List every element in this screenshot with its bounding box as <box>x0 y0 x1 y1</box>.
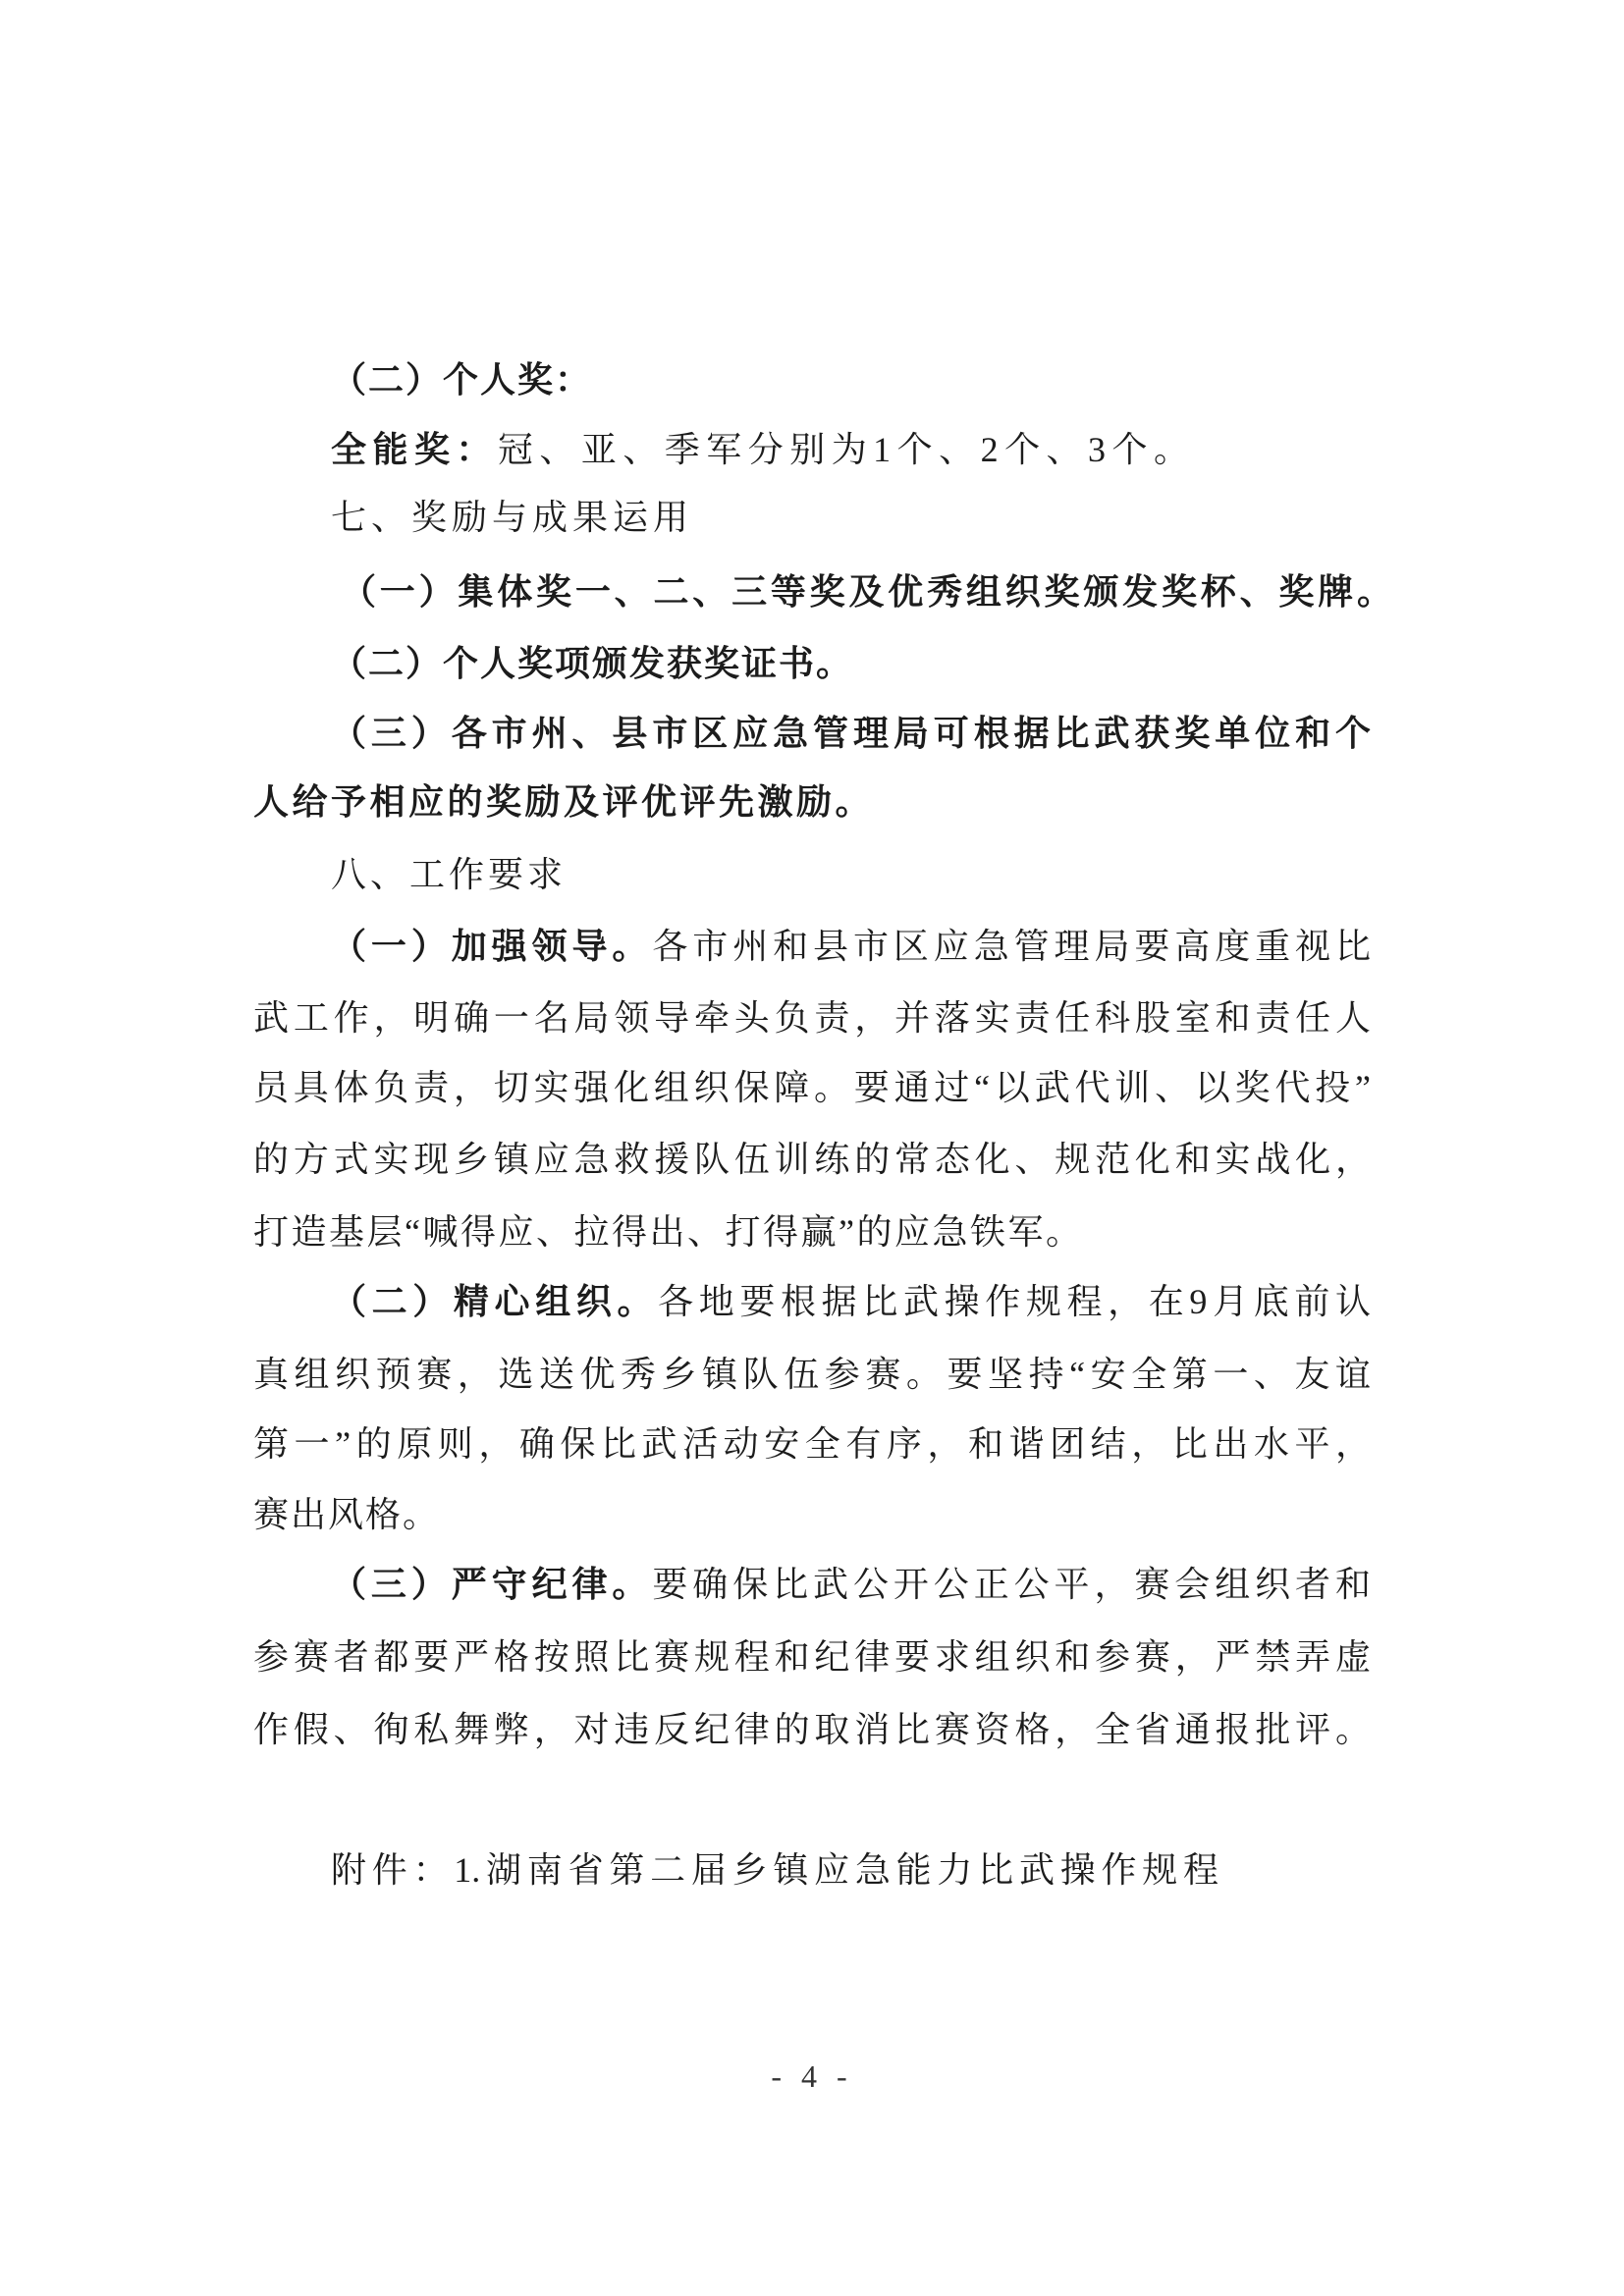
line-text: 真组织预赛，选送优秀乡镇队伍参赛。要坚持“安全第一、友谊 <box>253 1355 1371 1394</box>
line-text: 的方式实现乡镇应急救援队伍训练的常态化、规范化和实战化， <box>253 1140 1371 1179</box>
section-heading-8 <box>331 853 567 896</box>
bold-lead: （二）个人奖： <box>331 359 593 400</box>
bold-lead: （三）各市州、县市区应急管理局可根据比武获奖单位和个 <box>331 713 1371 753</box>
line-text: 打造基层“喊得应、拉得出、打得赢”的应急铁军。 <box>253 1212 1084 1252</box>
line-text: 作假、徇私舞弊，对违反纪律的取消比赛资格，全省通报批评。 <box>253 1710 1371 1749</box>
bold-lead: （二）个人奖项颁发获奖证书。 <box>331 643 854 683</box>
line-text: 八、工作要求 <box>331 854 568 894</box>
line-text: 要确保比武公开公正公平，赛会组织者和 <box>652 1565 1371 1604</box>
text-line <box>331 642 853 685</box>
text-line <box>331 1563 1371 1606</box>
subsection-heading-individual-award <box>331 358 592 401</box>
text-line <box>253 1422 1371 1466</box>
bold-lead: （二）精心组织。 <box>331 1281 659 1321</box>
text-line <box>331 712 1371 755</box>
page-number: - 4 - <box>771 2058 853 2094</box>
text-line <box>253 1138 1371 1181</box>
bold-lead: 全能奖： <box>331 429 498 469</box>
line-text: 附件：1.湖南省第二届乡镇应急能力比武操作规程 <box>331 1850 1218 1890</box>
text-line <box>253 1066 1371 1109</box>
line-text: 冠、亚、季军分别为1个、2个、3个。 <box>497 430 1189 469</box>
line-text: 七、奖励与成果运用 <box>331 497 694 537</box>
text-line <box>253 1493 440 1536</box>
line-text: 各地要根据比武操作规程，在9月底前认 <box>658 1282 1371 1321</box>
text-line <box>253 996 1371 1040</box>
text-line <box>331 925 1371 968</box>
bold-lead: （三）严守纪律。 <box>331 1564 653 1604</box>
attachment-line <box>331 1848 1218 1892</box>
text-line <box>341 570 1392 614</box>
line-text: 武工作，明确一名局领导牵头负责，并落实责任科股室和责任人 <box>253 998 1371 1038</box>
bold-lead: 人给予相应的奖励及评优评先激励。 <box>253 781 875 822</box>
text-line <box>253 1635 1371 1679</box>
line-text: 各市州和县市区应急管理局要高度重视比 <box>652 927 1371 966</box>
line-text: 第一”的原则，确保比武活动安全有序，和谐团结，比出水平， <box>253 1424 1371 1464</box>
text-line <box>253 1210 1083 1254</box>
line-text: 员具体负责，切实强化组织保障。要通过“以武代训、以奖代投” <box>253 1068 1371 1107</box>
text-line <box>253 1353 1371 1396</box>
text-line <box>253 780 874 824</box>
text-line <box>253 1708 1371 1751</box>
bold-lead: （一）加强领导。 <box>331 926 653 966</box>
bold-lead: （一）集体奖一、二、三等奖及优秀组织奖颁发奖杯、奖牌。 <box>341 571 1392 612</box>
line-text: 参赛者都要严格按照比赛规程和纪律要求组织和参赛，严禁弄虚 <box>253 1637 1371 1677</box>
section-heading-7 <box>331 496 693 539</box>
line-text: 赛出风格。 <box>253 1495 441 1534</box>
text-line <box>331 428 1189 471</box>
text-line <box>331 1280 1371 1323</box>
